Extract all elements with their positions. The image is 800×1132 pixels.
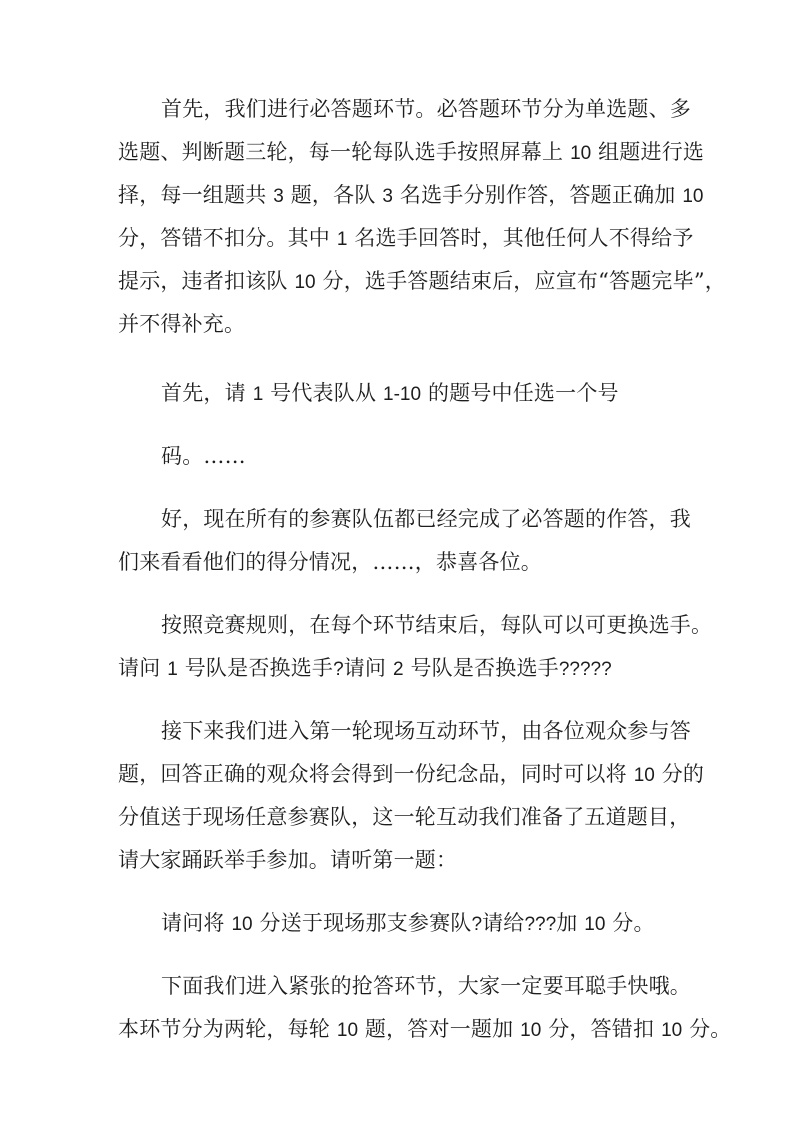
text-line: 分值送于现场任意参赛队，这一轮互动我们准备了五道题目，	[118, 805, 691, 829]
latin-run: 10	[294, 272, 316, 293]
text-line: 好，现在所有的参赛队伍都已经完成了必答题的作答，我	[161, 507, 691, 531]
latin-run: 10	[661, 1020, 683, 1041]
latin-run: 2	[393, 659, 404, 680]
latin-run: 3	[382, 186, 393, 207]
paragraph-spacer	[118, 690, 684, 710]
latin-run: 1	[252, 384, 264, 405]
paragraph-spacer	[118, 882, 684, 902]
text-line: 请大家踊跃举手参加。请听第一题：	[118, 848, 458, 872]
latin-run: 10	[682, 186, 704, 207]
paragraph	[118, 372, 684, 415]
paragraph-spacer	[118, 945, 684, 965]
text-line: 请问 1 号队是否换选手?请问 2 号队是否换选手?????	[118, 656, 612, 680]
paragraph	[118, 965, 732, 1051]
text-line: 下面我们进入紧张的抢答环节，大家一定要耳聪手快哦。	[161, 974, 691, 998]
text-line: 本环节分为两轮，每轮 10 题，答对一题加 10 分，答错扣 10 分。	[118, 1017, 732, 1041]
latin-run: ?	[333, 659, 344, 680]
text-line: 选题、判断题三轮，每一轮每队选手按照屏幕上 10 组题进行选	[118, 140, 705, 164]
text-line: 首先，请 1 号代表队从 1-10 的题号中任选一个号	[161, 381, 619, 405]
latin-run: 10	[633, 765, 655, 786]
latin-run: 1	[336, 229, 348, 250]
latin-run: 10	[520, 1020, 542, 1041]
latin-run: ?????	[558, 659, 612, 680]
text-line: 接下来我们进入第一轮现场互动环节，由各位观众参与答	[161, 719, 691, 743]
paragraph-spacer	[118, 584, 684, 604]
latin-run: 10	[584, 914, 606, 935]
latin-run: 1-10	[383, 384, 422, 405]
latin-run: 1	[167, 659, 178, 680]
text-line: 提示，违者扣该队 10 分，选手答题结束后，应宣布“答题完毕”，	[118, 269, 726, 293]
text-line: 分，答错不扣分。其中 1 名选手回答时，其他任何人不得给予	[118, 226, 694, 250]
paragraph	[118, 604, 713, 690]
latin-run: 10	[570, 143, 592, 164]
text-line: 码。……	[161, 444, 246, 468]
text-line: 择，每一组题共 3 题，各队 3 名选手分别作答，答题正确加 10	[118, 183, 704, 207]
paragraph	[118, 498, 691, 584]
text-line: 并不得补充。	[118, 312, 246, 336]
latin-run: ?	[471, 914, 483, 935]
latin-run: 10	[231, 914, 253, 935]
latin-run: 3	[273, 186, 284, 207]
latin-run: 10	[336, 1020, 359, 1041]
paragraph	[118, 710, 705, 882]
paragraph	[118, 88, 726, 346]
paragraph-spacer	[118, 478, 684, 498]
paragraph-spacer	[118, 415, 684, 435]
text-line: 首先，我们进行必答题环节。必答题环节分为单选题、多	[161, 97, 691, 121]
latin-run: ???	[524, 914, 557, 935]
paragraph-spacer	[118, 346, 684, 372]
text-line: 请问将 10 分送于现场那支参赛队?请给???加 10 分。	[161, 911, 655, 935]
paragraph	[118, 902, 684, 945]
text-line: 们来看看他们的得分情况，……，恭喜各位。	[118, 550, 542, 574]
text-line: 按照竞赛规则，在每个环节结束后，每队可以可更换选手。	[161, 613, 713, 637]
text-line: 题，回答正确的观众将会得到一份纪念品，同时可以将 10 分的	[118, 762, 705, 786]
paragraph	[118, 435, 684, 478]
document-body	[118, 88, 732, 1051]
